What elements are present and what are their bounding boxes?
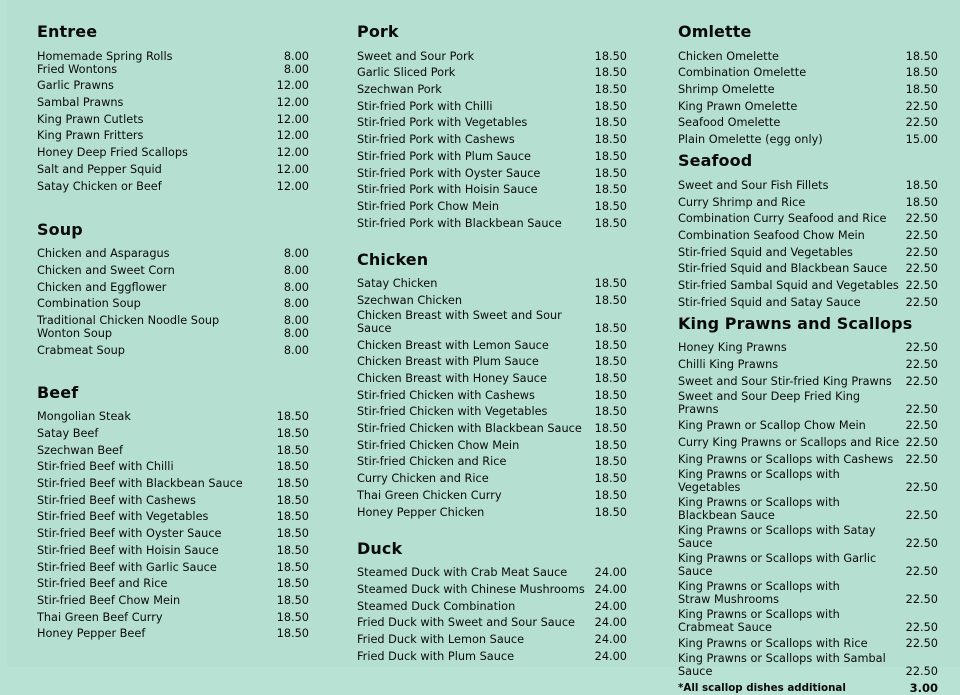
menu-item-name: Stir-fried Pork with Chilli — [357, 99, 493, 113]
menu-item-price: 18.50 — [594, 472, 627, 486]
menu-item-name: Stir-fried Pork with Blackbean Sauce — [357, 216, 562, 230]
menu-item-name: Fried Duck with Lemon Sauce — [357, 632, 525, 646]
menu-item — [37, 244, 309, 261]
menu-item — [678, 225, 938, 242]
menu-item — [357, 146, 627, 163]
menu-item-price: 18.50 — [276, 560, 309, 574]
menu-item-price: 8.00 — [283, 247, 309, 261]
menu-item-name: King Prawns or Scallops with Vegetables — [678, 467, 840, 494]
menu-item-name: Stir-fried Pork with Hoisin Sauce — [357, 183, 538, 197]
menu-item — [357, 163, 627, 180]
menu-item-price: 18.50 — [276, 577, 309, 591]
menu-item — [678, 175, 938, 192]
menu-item-price: 18.50 — [276, 527, 309, 541]
menu-item-price: 8.00 — [283, 297, 309, 311]
section-chicken — [357, 248, 627, 519]
menu-item — [37, 176, 309, 193]
menu-item — [37, 423, 309, 440]
menu-item — [678, 650, 938, 678]
section-omlette — [678, 20, 938, 146]
menu-item-name: Stir-fried Squid and Vegetables — [678, 245, 853, 259]
menu-item — [678, 449, 938, 466]
menu-item — [37, 624, 309, 641]
menu-item-name: Curry Shrimp and Rice — [678, 195, 806, 209]
menu-item — [678, 416, 938, 433]
menu-item-name: Traditional Chicken Noodle Soup — [37, 313, 220, 327]
menu-item — [678, 371, 938, 388]
menu-item — [37, 457, 309, 474]
menu-item-price: 15.00 — [905, 133, 938, 147]
menu-item — [357, 129, 627, 146]
menu-item-name: Thai Green Beef Curry — [37, 610, 163, 624]
menu-item-name: Sweet and Sour Pork — [357, 49, 475, 63]
menu-item-price: 12.00 — [276, 112, 309, 126]
menu-item-name: Chicken and Sweet Corn — [37, 263, 175, 277]
menu-item-name: Stir-fried Squid and Satay Sauce — [678, 295, 861, 309]
menu-item-name: Homemade Spring Rolls — [37, 49, 173, 63]
menu-item-name: King Prawns or Scallops with Cashews — [678, 452, 894, 466]
menu-item — [37, 260, 309, 277]
menu-item-name: King Prawn Fritters — [37, 129, 144, 143]
menu-item-name: Thai Green Chicken Curry — [357, 488, 502, 502]
menu-item-price: 22.50 — [905, 436, 938, 450]
menu-item-price: 24.00 — [594, 649, 627, 663]
menu-item — [37, 277, 309, 294]
menu-item-price: 18.50 — [594, 183, 627, 197]
menu-item — [357, 307, 627, 335]
menu-item-price: 22.50 — [905, 402, 938, 416]
menu-item-price: 22.50 — [905, 665, 938, 679]
menu-sheet — [7, 0, 960, 695]
menu-item-price: 24.00 — [594, 566, 627, 580]
menu-item-name: Sweet and Sour Stir-fried King Prawns — [678, 374, 892, 388]
menu-item-price: 8.00 — [283, 280, 309, 294]
menu-item-price: 18.50 — [276, 543, 309, 557]
menu-item — [357, 46, 627, 63]
menu-item — [357, 596, 627, 613]
menu-item — [37, 440, 309, 457]
section-title: Omlette — [678, 22, 752, 41]
menu-item — [678, 259, 938, 276]
menu-item — [37, 340, 309, 357]
menu-item-price: 18.50 — [905, 83, 938, 97]
menu-item-price: 22.50 — [905, 99, 938, 113]
menu-item-price: 24.00 — [594, 599, 627, 613]
note-price: 3.00 — [909, 681, 938, 695]
menu-item-price: 22.50 — [905, 508, 938, 522]
menu-item — [37, 142, 309, 159]
menu-item-price: 18.50 — [594, 199, 627, 213]
menu-item-name: Stir-fried Pork with Cashews — [357, 133, 515, 147]
menu-item — [37, 473, 309, 490]
menu-item — [357, 335, 627, 352]
menu-item-name: Stir-fried Pork with Plum Sauce — [357, 149, 531, 163]
menu-item-name: Chicken Breast with Honey Sauce — [357, 372, 547, 385]
menu-item-name: Stir-fried Beef with Cashews — [37, 493, 196, 507]
menu-item — [37, 109, 309, 126]
menu-item-price: 22.50 — [905, 358, 938, 371]
menu-item-price: 18.50 — [276, 477, 309, 491]
menu-item — [357, 485, 627, 502]
section-title: Soup — [37, 219, 83, 239]
menu-item — [678, 292, 938, 309]
menu-item-name: Seafood Omelette — [678, 116, 781, 130]
menu-item-name: Szechwan Pork — [357, 83, 442, 97]
menu-item — [37, 294, 309, 311]
menu-item — [357, 180, 627, 197]
menu-item-name: Szechwan Beef — [37, 443, 123, 457]
menu-item-name: Chicken Breast with Plum Sauce — [357, 355, 539, 369]
section-duck — [357, 537, 627, 663]
menu-item-price: 22.50 — [905, 212, 938, 226]
menu-item-price: 18.50 — [276, 627, 309, 641]
menu-item — [678, 63, 938, 80]
menu-item — [37, 590, 309, 607]
menu-item — [357, 63, 627, 80]
menu-item-price: 18.50 — [594, 422, 627, 436]
menu-item-price: 12.00 — [276, 179, 309, 193]
menu-item — [357, 563, 627, 580]
menu-item-name: Satay Beef — [37, 427, 99, 440]
menu-item-name: Stir-fried Chicken and Rice — [357, 455, 507, 469]
menu-item-price: 18.50 — [594, 133, 627, 147]
menu-item-price: 22.50 — [905, 245, 938, 259]
menu-item — [678, 242, 938, 259]
menu-item — [678, 46, 938, 63]
section-title: Pork — [357, 22, 399, 41]
menu-item-name: Curry Chicken and Rice — [357, 472, 489, 486]
menu-item — [37, 523, 309, 540]
menu-item-name: Curry King Prawns or Scallops and Rice — [678, 436, 900, 450]
menu-item-price: 18.50 — [905, 195, 938, 209]
menu-item — [37, 46, 309, 63]
menu-item — [357, 96, 627, 113]
menu-item-price: 18.50 — [594, 488, 627, 502]
menu-item — [37, 507, 309, 524]
menu-item-price: 22.50 — [905, 374, 938, 388]
menu-item-price: 18.50 — [594, 149, 627, 163]
menu-item-name: King Prawns or Scallops with Satay Sauce — [678, 523, 876, 550]
section-title: Chicken — [357, 249, 429, 269]
menu-item-name: King Prawns or Scallops with Straw Mushrooms — [678, 579, 840, 606]
menu-item — [37, 159, 309, 176]
menu-item-price: 22.50 — [905, 116, 938, 130]
menu-item-name: King Prawns or Scallops with Sambal Sauce — [678, 652, 886, 679]
menu-item — [357, 213, 627, 230]
menu-item-price: 18.50 — [276, 493, 309, 507]
menu-item — [357, 352, 627, 369]
menu-item-price: 18.50 — [594, 277, 627, 291]
menu-item-name: Stir-fried Chicken with Cashews — [357, 388, 535, 402]
menu-item-price: 24.00 — [594, 632, 627, 646]
menu-item-name: King Prawns or Scallops with Blackbean Sauce — [678, 495, 840, 522]
menu-item — [678, 338, 938, 355]
menu-item — [37, 407, 309, 424]
menu-item-name: Honey Deep Fried Scallops — [37, 146, 188, 160]
menu-item-name: Stir-fried Sambal Squid and Vegetables — [678, 278, 899, 292]
menu-item — [37, 490, 309, 507]
menu-item-name: Sweet and Sour Fish Fillets — [678, 178, 829, 192]
menu-item-price: 18.50 — [594, 166, 627, 180]
menu-item-price: 18.50 — [276, 410, 309, 424]
menu-item-name: Salt and Pepper Squid — [37, 162, 162, 176]
menu-item-name: Chilli King Prawns — [678, 358, 779, 371]
menu-item-name: Stir-fried Squid and Blackbean Sauce — [678, 262, 888, 276]
menu-item-name: Mongolian Steak — [37, 410, 131, 424]
section-beef — [37, 381, 309, 641]
menu-item-name: Stir-fried Beef with Oyster Sauce — [37, 527, 222, 541]
menu-item-price: 8.00 — [283, 326, 309, 340]
menu-item-name: King Prawns or Scallops with Rice — [678, 637, 868, 651]
menu-item — [678, 192, 938, 209]
menu-item-price: 18.50 — [594, 438, 627, 452]
menu-item-name: Stir-fried Beef with Hoisin Sauce — [37, 543, 219, 557]
menu-item-price: 18.50 — [594, 99, 627, 113]
menu-item — [357, 629, 627, 646]
menu-item-name: Shrimp Omelette — [678, 83, 775, 97]
menu-item — [357, 290, 627, 307]
menu-item-price: 18.50 — [594, 505, 627, 519]
menu-item-name: Combination Soup — [37, 297, 141, 311]
menu-item-price: 18.50 — [276, 443, 309, 457]
menu-item-name: Stir-fried Pork Chow Mein — [357, 199, 500, 213]
menu-item-name: Combination Omelette — [678, 66, 807, 80]
menu-item-price: 12.00 — [276, 129, 309, 143]
menu-item — [678, 432, 938, 449]
menu-item-name: King Prawns or Scallops with Crabmeat Sauce — [678, 607, 840, 634]
menu-item-price: 18.50 — [276, 593, 309, 607]
menu-item-price: 22.50 — [905, 564, 938, 578]
menu-item-name: Chicken Breast with Lemon Sauce — [357, 338, 549, 352]
menu-item — [678, 96, 938, 113]
menu-item — [357, 79, 627, 96]
menu-item — [37, 574, 309, 591]
menu-item — [678, 606, 938, 634]
menu-item — [357, 468, 627, 485]
menu-item-price: 22.50 — [905, 637, 938, 651]
menu-item — [357, 579, 627, 596]
section-title: Duck — [357, 538, 403, 558]
menu-item — [357, 613, 627, 630]
menu-item-price: 8.00 — [283, 263, 309, 277]
menu-item-price: 22.50 — [905, 419, 938, 433]
menu-item-price: 12.00 — [276, 96, 309, 110]
menu-item-price: 8.00 — [283, 49, 309, 63]
menu-item-price: 18.50 — [594, 388, 627, 402]
section-king-prawns-scallops — [678, 312, 938, 695]
section-title: Beef — [37, 382, 79, 402]
menu-item-price: 22.50 — [905, 592, 938, 606]
menu-item-price: 18.50 — [594, 455, 627, 469]
menu-item-name: Steamed Duck with Chinese Mushrooms — [357, 582, 585, 596]
menu-item — [37, 557, 309, 574]
menu-item — [357, 368, 627, 385]
section-title: Seafood — [678, 151, 753, 171]
menu-item-name: Szechwan Chicken — [357, 293, 462, 307]
menu-item — [678, 494, 938, 522]
menu-item-price: 22.50 — [905, 341, 938, 355]
menu-item-name: Stir-fried Beef with Vegetables — [37, 510, 209, 524]
menu-item — [678, 550, 938, 578]
section-entree — [37, 20, 309, 193]
menu-item — [678, 466, 938, 494]
menu-item-price: 18.50 — [594, 372, 627, 385]
menu-item-name: Honey Pepper Beef — [37, 627, 146, 641]
menu-item — [357, 502, 627, 519]
menu-item — [37, 310, 309, 327]
menu-item — [678, 209, 938, 226]
menu-item-name: Stir-fried Pork with Oyster Sauce — [357, 166, 541, 180]
menu-item-price: 18.50 — [594, 293, 627, 307]
menu-column-right — [678, 20, 938, 695]
menu-item-price: 22.50 — [905, 480, 938, 494]
menu-item — [357, 435, 627, 452]
menu-item-price: 18.50 — [905, 178, 938, 192]
menu-item-price: 18.50 — [594, 116, 627, 130]
menu-item-name: Stir-fried Chicken Chow Mein — [357, 438, 520, 452]
menu-item-price: 24.00 — [594, 616, 627, 630]
menu-item-price: 22.50 — [905, 278, 938, 292]
menu-item — [357, 418, 627, 435]
menu-item-name: Steamed Duck with Crab Meat Sauce — [357, 566, 568, 580]
menu-item-price: 18.50 — [594, 49, 627, 63]
menu-item-price: 18.50 — [905, 66, 938, 80]
menu-column-middle — [357, 20, 627, 663]
menu-item — [678, 79, 938, 96]
menu-item — [37, 76, 309, 93]
menu-item-name: Satay Chicken or Beef — [37, 179, 162, 193]
menu-item-name: King Prawn Cutlets — [37, 112, 144, 126]
menu-item-price: 18.50 — [276, 510, 309, 524]
menu-item-price: 22.50 — [905, 262, 938, 276]
menu-item-name: King Prawn or Scallop Chow Mein — [678, 419, 866, 433]
menu-item-price: 12.00 — [276, 146, 309, 160]
menu-item-price: 22.50 — [905, 536, 938, 550]
menu-item-price: 22.50 — [905, 620, 938, 634]
section-title: Entree — [37, 22, 98, 41]
menu-item — [37, 63, 309, 76]
menu-item — [357, 274, 627, 291]
menu-item-name: Crabmeat Soup — [37, 343, 125, 357]
menu-item-price: 12.00 — [276, 162, 309, 176]
menu-item — [678, 129, 938, 146]
section-title: King Prawns and Scallops — [678, 313, 913, 333]
menu-item-price: 18.50 — [276, 427, 309, 440]
menu-item-name: Chicken Omelette — [678, 49, 779, 63]
menu-item-price: 18.50 — [594, 83, 627, 97]
menu-item-name: Combination Seafood Chow Mein — [678, 228, 865, 242]
menu-column-left — [37, 20, 309, 640]
menu-item-name: Plain Omelette (egg only) — [678, 133, 823, 147]
menu-item-price: 12.00 — [276, 79, 309, 93]
menu-item — [37, 126, 309, 143]
menu-item — [37, 540, 309, 557]
menu-item-name: Combination Curry Seafood and Rice — [678, 212, 887, 226]
menu-item-price: 18.50 — [594, 216, 627, 230]
menu-item-name: Fried Duck with Sweet and Sour Sauce — [357, 616, 575, 630]
menu-item-name: Stir-fried Beef and Rice — [37, 577, 168, 591]
menu-item-name: Wonton Soup — [37, 326, 113, 340]
menu-item-name: Stir-fried Chicken with Vegetables — [357, 405, 548, 419]
menu-item-name: Stir-fried Chicken with Blackbean Sauce — [357, 422, 582, 436]
menu-item-name: Steamed Duck Combination — [357, 599, 516, 613]
menu-item — [678, 388, 938, 416]
menu-item-name: Chicken and Asparagus — [37, 247, 170, 261]
menu-item — [357, 113, 627, 130]
section-soup — [37, 218, 309, 357]
menu-item — [678, 275, 938, 292]
menu-item-price: 18.50 — [594, 321, 627, 335]
menu-item — [357, 646, 627, 663]
menu-item-name: Sweet and Sour Deep Fried King Prawns — [678, 389, 861, 416]
menu-item-name: Garlic Sliced Pork — [357, 66, 456, 80]
menu-item-name: Chicken Breast with Sweet and Sour Sauce — [357, 308, 562, 335]
section-pork — [357, 20, 627, 230]
menu-item-price: 8.00 — [283, 343, 309, 357]
menu-item-name: Stir-fried Pork with Vegetables — [357, 116, 528, 130]
menu-item-name: King Prawn Omelette — [678, 99, 798, 113]
menu-item-price: 8.00 — [283, 62, 309, 76]
menu-item-name: Honey King Prawns — [678, 341, 787, 355]
menu-item-name: Sambal Prawns — [37, 96, 124, 110]
menu-item — [678, 522, 938, 550]
menu-item-price: 18.50 — [905, 49, 938, 63]
menu-item-price: 18.50 — [594, 405, 627, 419]
menu-item-price: 18.50 — [594, 355, 627, 369]
menu-item-price: 22.50 — [905, 295, 938, 309]
scallop-surcharge-note — [678, 678, 938, 695]
menu-item — [37, 327, 309, 340]
menu-item-name: Stir-fried Beef with Chilli — [37, 460, 174, 474]
menu-item-name: Fried Wontons — [37, 62, 118, 76]
menu-item — [357, 385, 627, 402]
menu-item-price: 18.50 — [594, 338, 627, 352]
menu-item — [357, 196, 627, 213]
menu-item-price: 18.50 — [594, 66, 627, 80]
menu-item-name: Stir-fried Beef Chow Mein — [37, 593, 181, 607]
menu-item — [678, 113, 938, 130]
menu-item-price: 8.00 — [283, 313, 309, 327]
menu-item — [37, 607, 309, 624]
section-seafood — [678, 149, 938, 309]
menu-item-price: 22.50 — [905, 452, 938, 466]
menu-item — [678, 354, 938, 371]
note-text: *All scallop dishes additional — [678, 682, 846, 695]
menu-item — [357, 452, 627, 469]
menu-item-price: 22.50 — [905, 228, 938, 242]
menu-item — [37, 92, 309, 109]
menu-item-name: Stir-fried Beef with Blackbean Sauce — [37, 477, 243, 491]
menu-item — [678, 578, 938, 606]
menu-item-price: 24.00 — [594, 582, 627, 596]
menu-item-price: 18.50 — [276, 460, 309, 474]
menu-item-name: Fried Duck with Plum Sauce — [357, 649, 515, 663]
menu-item-price: 18.50 — [276, 610, 309, 624]
menu-item-name: King Prawns or Scallops with Garlic Sauce — [678, 551, 877, 578]
menu-item-name: Stir-fried Beef with Garlic Sauce — [37, 560, 217, 574]
menu-item-name: Chicken and Eggflower — [37, 280, 167, 294]
menu-item-name: Garlic Prawns — [37, 79, 114, 93]
menu-item-name: Honey Pepper Chicken — [357, 505, 485, 519]
menu-item-name: Satay Chicken — [357, 277, 438, 291]
menu-item — [357, 402, 627, 419]
menu-item — [678, 634, 938, 651]
